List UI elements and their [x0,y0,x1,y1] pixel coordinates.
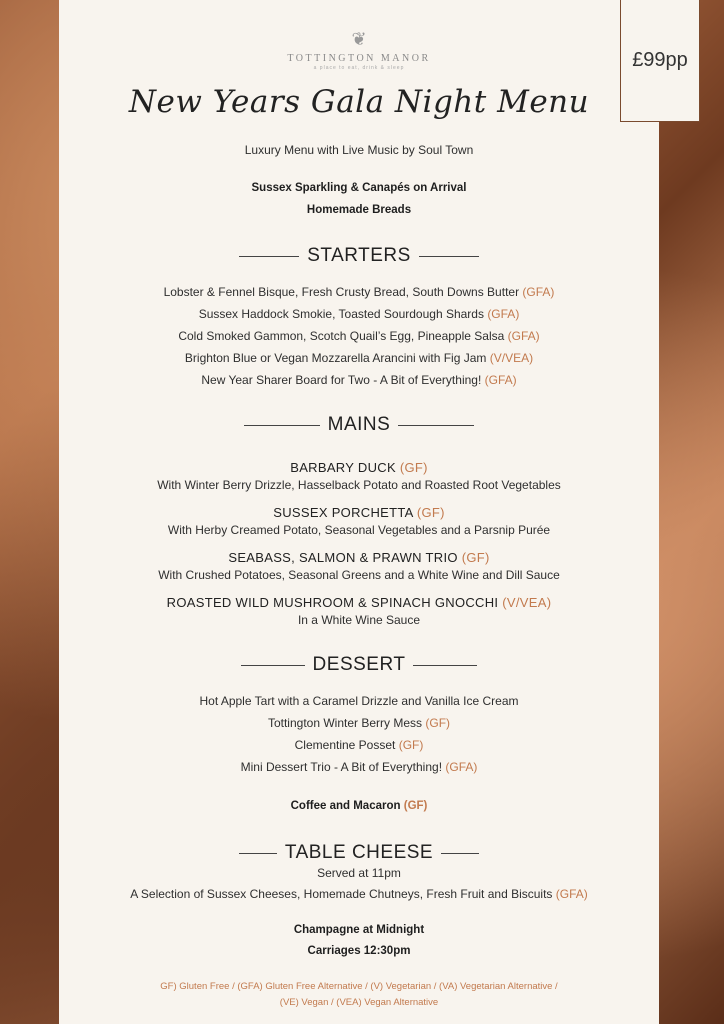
brand-tagline: a place to eat, drink & sleep [313,65,405,71]
dessert-item: Tottington Winter Berry Mess (GF) [267,716,451,730]
brand-name: TOTTINGTON MANOR [287,53,431,64]
cheese-heading [59,842,659,864]
arrival-line: Sussex Sparkling & Canapés on Arrival [251,182,467,194]
heading-rule [241,665,305,666]
starter-item: Brighton Blue or Vegan Mozzarella Arancini with Fig Jam (V/VEA) [184,351,534,365]
starter-item: Lobster & Fennel Bisque, Fresh Crusty Bread, South Downs Butter (GFA) [163,285,555,299]
brand-logo [59,28,659,71]
main-dish-desc: In a White Wine Sauce [297,613,421,627]
heading-text: DESSERT [312,654,406,675]
dietary-legend: GF) Gluten Free / (GFA) Gluten Free Alternative / (V) Vegetarian / (VA) Vegetarian Alternative / [160,981,558,992]
heading-rule [239,256,299,257]
heading-rule [398,425,474,426]
mains-heading [59,414,659,436]
heading-rule [441,853,479,854]
subtitle: Luxury Menu with Live Music by Soul Town [244,143,474,157]
dessert-item: Clementine Posset (GF) [294,738,424,752]
dietary-legend: (VE) Vegan / (VEA) Vegan Alternative [279,997,439,1008]
starter-item: Sussex Haddock Smokie, Toasted Sourdough Shards (GFA) [198,307,520,321]
heading-text: MAINS [327,414,391,435]
dessert-item: Mini Dessert Trio - A Bit of Everything! (GFA) [240,760,478,774]
main-dish-desc: With Crushed Potatoes, Seasonal Greens and a White Wine and Dill Sauce [158,568,560,582]
heading-text: TABLE CHEESE [284,842,434,863]
champagne-line: Champagne at Midnight [293,924,425,936]
main-dish-desc: With Winter Berry Drizzle, Hasselback Potato and Roasted Root Vegetables [157,478,561,492]
coffee-line: Coffee and Macaron (GF) [290,800,428,812]
breads-line: Homemade Breads [306,204,412,216]
heading-rule [413,665,477,666]
carriages-line: Carriages 12:30pm [307,945,411,957]
starter-item: New Year Sharer Board for Two - A Bit of Everything! (GFA) [201,373,517,387]
floral-logo-icon: ❦ [351,29,367,49]
starters-heading [59,245,659,267]
heading-rule [244,425,320,426]
main-dish-name: SUSSEX PORCHETTA (GF) [273,505,445,520]
dessert-item: Hot Apple Tart with a Caramel Drizzle and Vanilla Ice Cream [199,694,519,708]
dessert-heading [59,654,659,676]
cheese-desc: A Selection of Sussex Cheeses, Homemade Chutneys, Fresh Fruit and Biscuits (GFA) [130,887,588,901]
starter-item: Cold Smoked Gammon, Scotch Quail’s Egg, Pineapple Salsa (GFA) [178,329,540,343]
menu-title: New Years Gala Night Menu [128,84,590,120]
heading-text: STARTERS [307,245,411,266]
heading-rule [239,853,277,854]
price-tag: £99pp [620,0,700,122]
main-dish-name: BARBARY DUCK (GF) [290,460,428,475]
main-dish-desc: With Herby Creamed Potato, Seasonal Vegetables and a Parsnip Purée [167,523,551,537]
main-dish-name: ROASTED WILD MUSHROOM & SPINACH GNOCCHI (V/VEA) [166,595,552,610]
heading-rule [419,256,479,257]
main-dish-name: SEABASS, SALMON & PRAWN TRIO (GF) [228,550,490,565]
cheese-served: Served at 11pm [317,866,401,880]
